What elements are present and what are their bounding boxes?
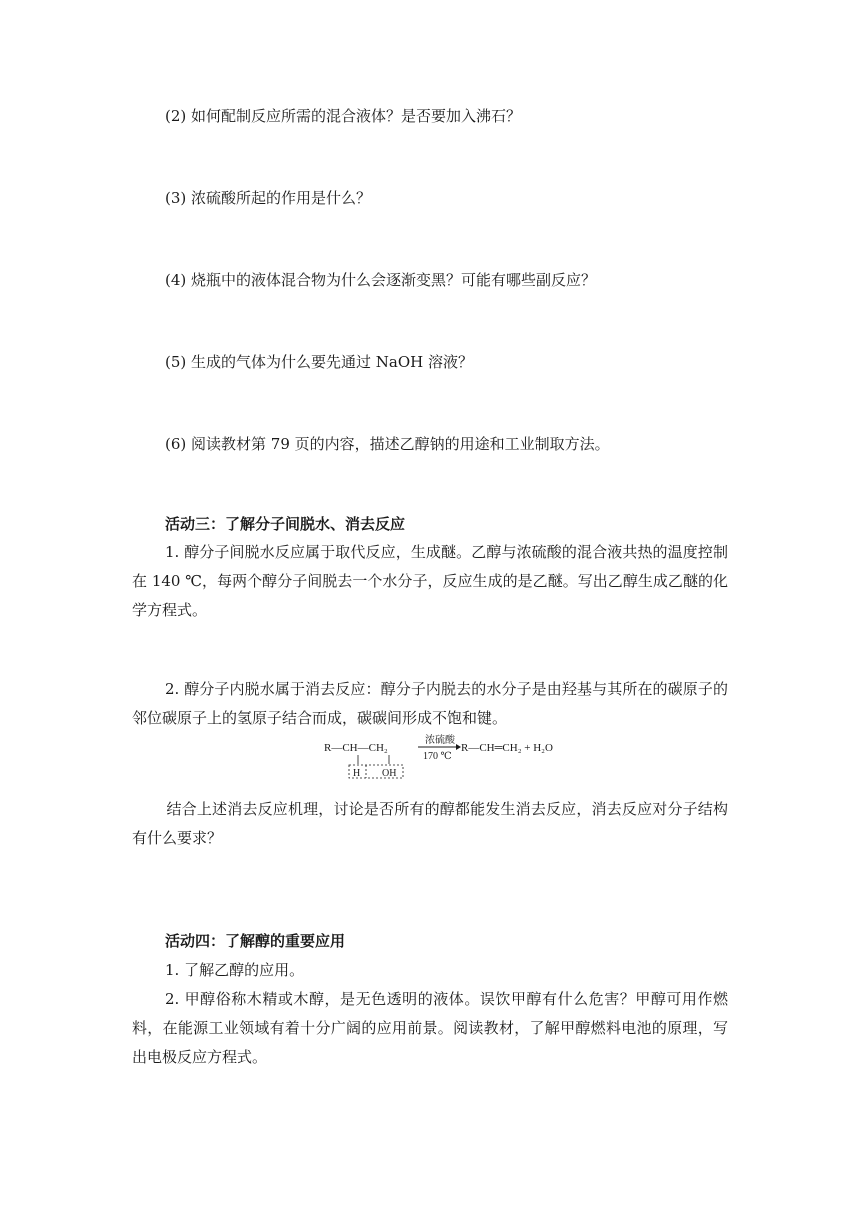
question-6: (6) 阅读教材第 79 页的内容，描述乙醇钠的用途和工业制取方法。	[165, 435, 610, 453]
question-3: (3) 浓硫酸所起的作用是什么？	[165, 189, 372, 207]
equation-condition-bottom: 170 ℃	[423, 751, 452, 762]
activity-4-heading: 活动四：了解醇的重要应用	[165, 932, 346, 950]
activity-4-paragraph-2: 2. 甲醇俗称木精或木醇，是无色透明的液体。误饮甲醇有什么危害？甲醇可用作燃料，在能源工业领域有着十分广阔的应用前景。阅读教材，了解甲醇燃料电池的原理，写出电极反应方程式。	[132, 990, 728, 1066]
question-4: (4) 烧瓶中的液体混合物为什么会逐渐变黑？可能有哪些副反应？	[165, 271, 597, 289]
equation-oh-group: OH	[382, 768, 397, 779]
activity-3-paragraph-3: 结合上述消去反应机理，讨论是否所有的醇都能发生消去反应，消去反应对分子结构有什么要求？	[132, 800, 728, 847]
question-5: (5) 生成的气体为什么要先通过 NaOH 溶液？	[165, 353, 473, 371]
activity-3-heading: 活动三：了解分子间脱水、消去反应	[165, 515, 406, 533]
equation-product: R—CH═CH₂ + H₂O	[461, 742, 553, 754]
activity-3-paragraph-2: 2. 醇分子内脱水属于消去反应：醇分子内脱去的水分子是由羟基与其所在的碳原子的邻位碳原子上的氢原子结合而成，碳碳间形成不饱和键。	[132, 680, 728, 727]
activity-3-paragraph-1: 1. 醇分子间脱水反应属于取代反应，生成醚。乙醇与浓硫酸的混合液共热的温度控制在 140 ℃，每两个醇分子间脱去一个水分子，反应生成的是乙醚。写出乙醇生成乙醚的化学方程式。	[132, 543, 728, 619]
equation-h-atom: H	[353, 768, 361, 779]
activity-4-paragraph-1: 1. 了解乙醇的应用。	[165, 961, 305, 979]
equation-reactant: R—CH—CH₂	[324, 742, 388, 754]
question-2: (2) 如何配制反应所需的混合液体？是否要加入沸石？	[165, 107, 522, 125]
equation-condition-top: 浓硫酸	[425, 735, 455, 746]
elimination-reaction-equation	[322, 734, 572, 780]
